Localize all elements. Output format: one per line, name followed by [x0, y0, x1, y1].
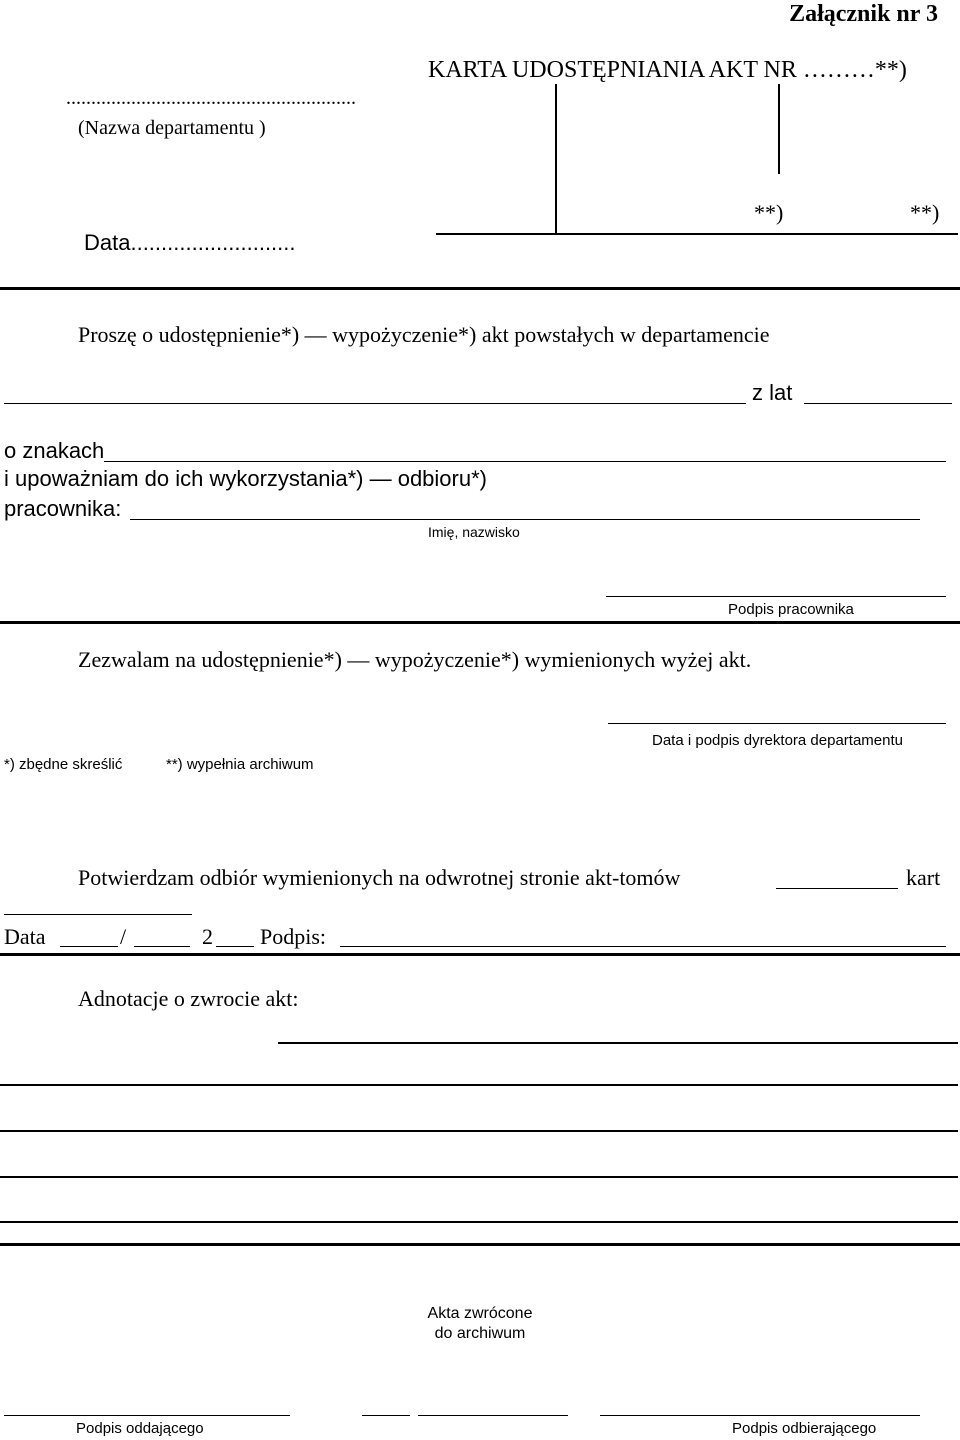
receipt-signature-label: Podpis: [260, 924, 327, 949]
return-day-field[interactable] [362, 1415, 410, 1416]
years-label: z lat [752, 380, 793, 405]
sheets-label: kart [906, 865, 941, 890]
employee-signature-caption: Podpis pracownika [728, 601, 854, 618]
department-dots: .......................................................... [66, 87, 356, 109]
receipt-year-prefix: 2 [202, 924, 213, 949]
section-divider-lower [0, 953, 960, 956]
receiver-signature-field[interactable] [600, 1415, 920, 1416]
footnote-archive: **) wypełnia archiwum [166, 756, 314, 773]
employee-signature-field[interactable] [606, 596, 946, 597]
signs-label: o znakach [4, 438, 105, 463]
receipt-date-slash: / [120, 924, 127, 949]
giver-signature-caption: Podpis oddającego [76, 1420, 204, 1437]
archive-mark-1: **) [754, 200, 784, 225]
return-notes-line-2[interactable] [0, 1084, 958, 1086]
return-notes-line-5[interactable] [0, 1221, 958, 1223]
archive-box-divider-left [555, 84, 557, 234]
employee-name-field[interactable] [130, 519, 920, 520]
signs-field[interactable] [104, 461, 946, 462]
director-signature-field[interactable] [608, 723, 946, 724]
director-signature-caption: Data i podpis dyrektora departamentu [652, 732, 903, 749]
receipt-month-field[interactable] [134, 946, 190, 947]
volumes-count-field[interactable] [776, 888, 898, 889]
department-name-field[interactable] [4, 403, 746, 404]
form-title: KARTA UDOSTĘPNIANIA AKT NR ………**) [428, 57, 907, 83]
request-text: Proszę o udostępnienie*) — wypożyczenie*) akt powstałych w departamencie [78, 322, 770, 347]
years-field[interactable] [804, 403, 952, 404]
receipt-signature-field[interactable] [340, 946, 946, 947]
archive-box-divider-right [778, 84, 780, 174]
department-caption: (Nazwa departamentu ) [78, 117, 266, 139]
section-divider-top [0, 287, 960, 290]
attachment-number: Załącznik nr 3 [789, 1, 938, 27]
authorize-text: i upoważniam do ich wykorzystania*) — odbioru*) [4, 466, 487, 491]
giver-signature-field[interactable] [4, 1415, 290, 1416]
section-divider-middle [0, 621, 960, 624]
returned-line-2: do archiwum [434, 1325, 526, 1342]
receipt-year-field[interactable] [216, 946, 254, 947]
approval-text: Zezwalam na udostępnienie*) — wypożyczenie*) wymienionych wyżej akt. [78, 647, 752, 672]
returned-line-1: Akta zwrócone [427, 1305, 533, 1322]
archive-box-baseline [436, 233, 958, 235]
return-notes-line-4[interactable] [0, 1176, 958, 1178]
date-field[interactable]: Data........................... [84, 230, 296, 255]
receipt-date-label: Data [4, 924, 46, 949]
footnote-strike: *) zbędne skreślić [4, 756, 123, 773]
return-notes-line-1[interactable] [278, 1042, 958, 1044]
archive-mark-2: **) [910, 200, 940, 225]
return-date-field[interactable] [418, 1415, 568, 1416]
receipt-text: Potwierdzam odbiór wymienionych na odwrotnej stronie akt-tomów [78, 865, 681, 890]
return-notes-line-3[interactable] [0, 1130, 958, 1132]
employee-label: pracownika: [4, 496, 122, 521]
name-caption: Imię, nazwisko [428, 524, 520, 540]
receiver-signature-caption: Podpis odbierającego [732, 1420, 877, 1437]
receipt-day-field[interactable] [60, 946, 118, 947]
sheets-count-field[interactable] [4, 914, 192, 915]
section-divider-bottom [0, 1243, 960, 1246]
return-notes-label: Adnotacje o zwrocie akt: [78, 986, 299, 1011]
